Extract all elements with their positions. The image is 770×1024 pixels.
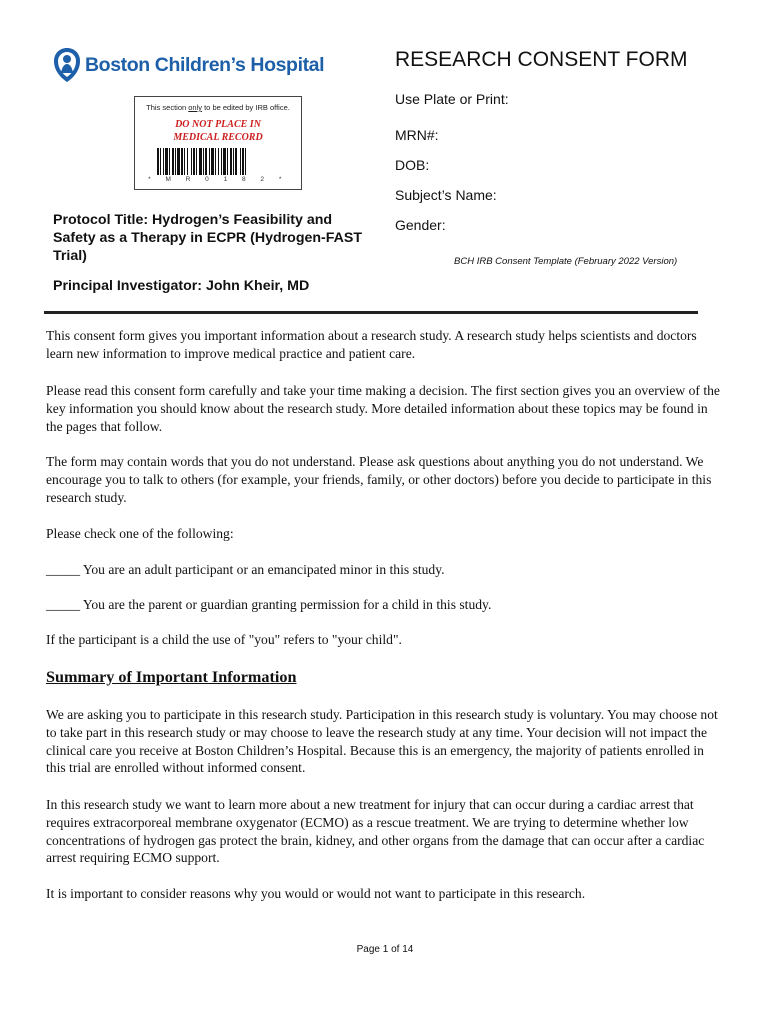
barcode-bar bbox=[209, 148, 210, 175]
mrn-label: MRN#: bbox=[395, 127, 439, 143]
barcode-bar bbox=[221, 148, 222, 175]
barcode-bar bbox=[203, 148, 204, 175]
voluntary-paragraph: We are asking you to participate in this research study. Participation in this research study is voluntary. You may choose not to take part in this research study or may choose to leave the research study at any time. Your decision will not impact the clinical care you receive at Boston Children’s Hospital. Because this is an emergency, the majority of patients enrolled in this trial are enrolled without informed consent. bbox=[46, 707, 718, 776]
logo-text: Boston Children’s Hospital bbox=[85, 53, 325, 76]
barcode-bar bbox=[187, 148, 188, 175]
barcode-bar bbox=[191, 148, 192, 175]
principal-investigator: Principal Investigator: John Kheir, MD bbox=[53, 278, 310, 294]
read-carefully-paragraph: Please read this consent form carefully and take your time making a decision. The first section gives you an overview of the key information you should know about the research study. More detailed information about these topics may be found in the pages that follow. bbox=[46, 383, 720, 434]
barcode-bar bbox=[160, 148, 161, 175]
barcode-bar bbox=[230, 148, 232, 175]
barcode-bar bbox=[233, 148, 234, 175]
barcode-bar bbox=[199, 148, 202, 175]
irb-note: This section only to be edited by IRB office. bbox=[146, 103, 290, 112]
barcode-bar bbox=[175, 148, 176, 175]
hospital-logo bbox=[52, 47, 324, 83]
template-version: BCH IRB Consent Template (February 2022 Version) bbox=[454, 256, 678, 267]
intro-paragraph: This consent form gives you important information about a research study. A research study helps scientists and doctors learn new information to improve medical practice and patient care. bbox=[46, 328, 697, 361]
barcode-bar bbox=[223, 148, 226, 175]
parent-guardian-option: _____ You are the parent or guardian granting permission for a child in this study. bbox=[46, 597, 492, 612]
barcode-bar bbox=[184, 148, 185, 175]
irb-warning: DO NOT PLACE IN MEDICAL RECORD bbox=[173, 119, 263, 143]
barcode-bar bbox=[211, 148, 214, 175]
barcode-bar bbox=[165, 148, 168, 175]
barcode-bar bbox=[205, 148, 207, 175]
barcode-bar bbox=[218, 148, 219, 175]
page-number: Page 1 of 14 bbox=[356, 944, 414, 955]
protocol-title: Protocol Title: Hydrogen’s Feasibility and Safety as a Therapy in ECPR (Hydrogen-FAST Trial) bbox=[53, 212, 363, 264]
barcode-bar bbox=[215, 148, 216, 175]
barcode-bar bbox=[245, 148, 246, 175]
barcode-bar bbox=[227, 148, 228, 175]
barcode-text: * M R 0 1 8 2 * bbox=[148, 176, 288, 183]
barcode-bar bbox=[235, 148, 237, 175]
barcode-bar bbox=[172, 148, 174, 175]
barcode-bar bbox=[242, 148, 244, 175]
barcode-bar bbox=[196, 148, 197, 175]
header-divider bbox=[44, 311, 698, 314]
barcode-bar bbox=[240, 148, 241, 175]
barcode-bar bbox=[181, 148, 183, 175]
irb-office-box bbox=[134, 96, 302, 190]
adult-participant-option: _____ You are an adult participant or an emancipated minor in this study. bbox=[46, 562, 445, 577]
hospital-shield-icon bbox=[52, 47, 82, 83]
child-note-paragraph: If the participant is a child the use of "you" refers to "your child". bbox=[46, 632, 402, 647]
considerations-paragraph: It is important to consider reasons why you would or would not want to participate in this research. bbox=[46, 886, 586, 901]
dob-label: DOB: bbox=[395, 157, 430, 173]
barcode-bar bbox=[157, 148, 159, 175]
barcode-bar bbox=[177, 148, 180, 175]
words-paragraph: The form may contain words that you do not understand. Please ask questions about anything you do not understand. We encourage you to talk to others (for example, your friends, family, or other doctors) before you decide to participate in this research study. bbox=[46, 454, 712, 505]
check-one-paragraph: Please check one of the following: bbox=[46, 526, 234, 541]
form-title: RESEARCH CONSENT FORM bbox=[395, 48, 688, 71]
summary-heading: Summary of Important Information bbox=[46, 668, 297, 686]
barcode-image bbox=[157, 148, 281, 175]
use-plate-label: Use Plate or Print: bbox=[395, 91, 509, 107]
barcode-bar bbox=[169, 148, 170, 175]
study-purpose-paragraph: In this research study we want to learn more about a new treatment for injury that can occur during a cardiac arrest that requires extracorporeal membrane oxygenator (ECMO) as a rescue treatment. We are trying to determine whether low concentrations of hydrogen gas protect the brain, kidney, and other organs from the damage that can occur after a cardiac arrest requiring ECMO support. bbox=[46, 797, 705, 866]
barcode-bar bbox=[163, 148, 164, 175]
barcode-bar bbox=[193, 148, 195, 175]
gender-label: Gender: bbox=[395, 217, 446, 233]
subject-name-label: Subject’s Name: bbox=[395, 187, 497, 203]
